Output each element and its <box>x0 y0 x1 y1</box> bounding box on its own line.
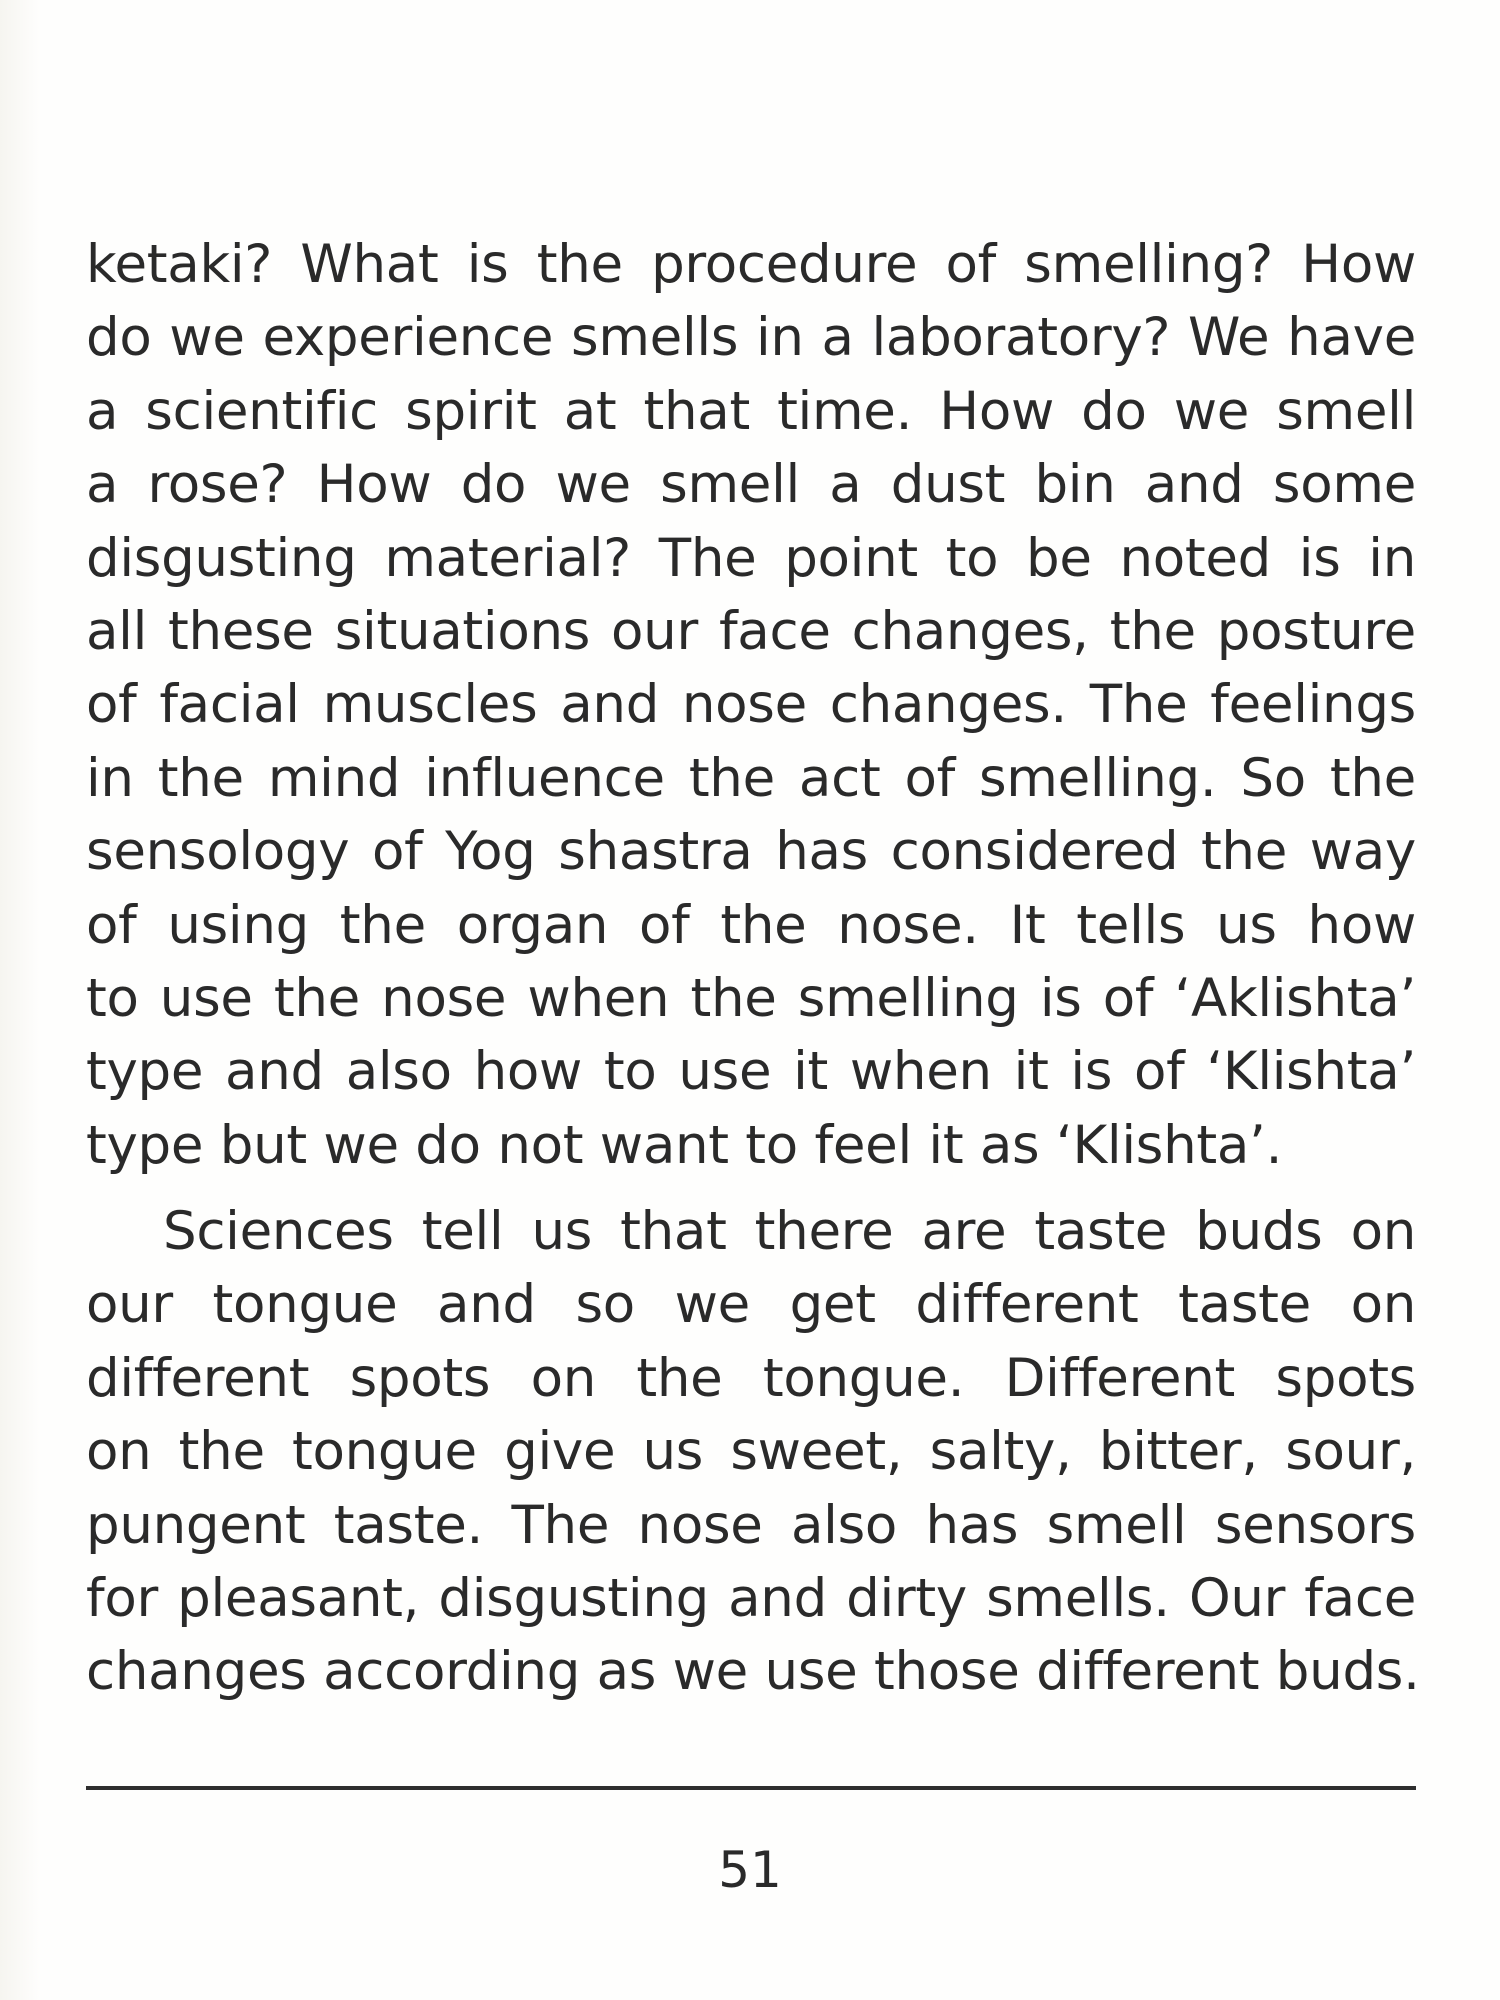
body-text <box>86 228 1420 1709</box>
page-number: 51 <box>718 1841 782 1899</box>
text-line: sensology of Yog shastra has considered the way <box>86 821 1416 883</box>
page-edge-shadow <box>0 0 40 2000</box>
text-line: of facial muscles and nose changes. The feelings <box>86 674 1416 736</box>
text-line: of using the organ of the nose. It tells us how <box>86 894 1416 956</box>
paragraph-1 <box>86 228 1416 1182</box>
text-line: all these situations our face changes, the posture <box>86 600 1416 662</box>
text-line: pungent taste. The nose also has smell sensors <box>86 1494 1416 1556</box>
text-line: do we experience smells in a laboratory? We have <box>86 307 1416 369</box>
text-line: for pleasant, disgusting and dirty smells. Our face <box>86 1568 1416 1630</box>
text-line: a rose? How do we smell a dust bin and some <box>86 454 1416 516</box>
text-line: disgusting material? The point to be noted is in <box>86 527 1416 589</box>
text-line: to use the nose when the smelling is of ‘Aklishta’ <box>86 967 1416 1029</box>
text-line: different spots on the tongue. Different spots <box>86 1347 1416 1409</box>
footer-rule <box>86 1786 1416 1790</box>
text-line: type but we do not want to feel it as ‘Klishta’. <box>86 1114 1283 1176</box>
text-line: on the tongue give us sweet, salty, bitter, sour, <box>86 1421 1416 1483</box>
text-line: changes according as we use those different buds. <box>86 1641 1420 1703</box>
text-line: ketaki? What is the procedure of smelling? How <box>86 234 1416 295</box>
text-line: our tongue and so we get different taste on <box>86 1274 1416 1336</box>
paragraph-2 <box>86 1195 1420 1709</box>
text-line: type and also how to use it when it is of ‘Klishta’ <box>86 1041 1416 1103</box>
paragraph-gap <box>86 1182 1416 1195</box>
text-line: in the mind influence the act of smelling. So the <box>86 747 1416 809</box>
text-line: Sciences tell us that there are taste buds on <box>163 1201 1416 1263</box>
text-line: a scientific spirit at that time. How do we smell <box>86 380 1416 442</box>
